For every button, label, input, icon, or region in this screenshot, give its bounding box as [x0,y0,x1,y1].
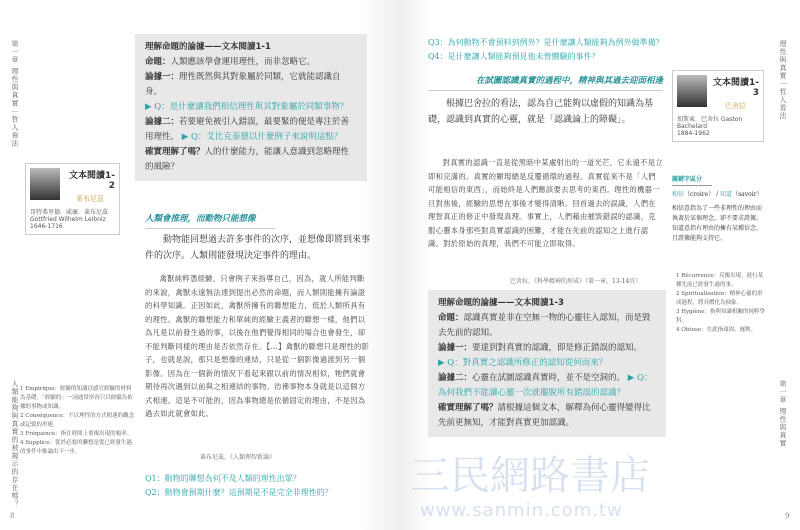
author-portrait [30,168,60,200]
argument-2: 心靈在試圖認識真實時，並不是空洞的。 [472,373,626,383]
card-title: 文本閱讀1-3 [713,78,759,98]
chapter-margin-label: 第一章 理性與真實｜哲人看法 [11,40,19,148]
intro-paragraph: 根據巴舍拉的看法，認為自己能夠以虛假的知識為基礎，認識到真實的心靈，就是「認識論上的障礙」。 [428,99,654,125]
argument-1: 要達到對真實的認識，即是修正錯誤的認知。 [472,343,643,353]
right-page [400,0,800,530]
label: 確實理解了嗎？ [438,403,498,413]
footnote: 2 Conséquence：不以理性的方式相連的觀念或記憶的串連。 [20,413,135,428]
argument-box [135,34,367,181]
label: 論據一： [438,343,473,353]
label: 確實理解了嗎？ [145,147,205,157]
question-1: ▶ Q：是什麼讓我們相信理性與其對象屬於同類事物？ [145,102,349,112]
footnote: 3 Hygiène：指與知識相關的純粹學科。 [676,309,765,324]
questions [145,472,385,500]
section-heading: 人類會推理，而動物只能想像 [145,212,275,229]
footnote: 4 Obtuse：在此指頑固、遲鈍。 [676,327,757,333]
footnotes [676,272,768,335]
watermark-url: www.sanmin.com.tw [420,500,623,521]
footnote: 3 Fréquence：指在時間上重複出現的頻率。 [20,431,133,437]
citation: 萊布尼茲，《人類理智新論》 [200,454,276,461]
author-portrait [677,75,707,107]
author-latin: Gaston Bachelard [677,116,743,130]
label: 論據二： [145,117,180,127]
question: Q4：是什麼讓人類能夠預見他未曾體驗的事件？ [428,52,600,61]
quoted-text: 對真實的認識一直是從黑暗中某處射出的一道光芒，它永遠不是立即和完滿的。真實的顯現總是反覆循環的過程。真實從來不是「人們可能相信的東西」，而始終是人們應該要去思考的東西。理性的機器一旦對焦後，經驗的思想在事後才變得清晰。回首過去的誤識，人們在理智真正的修正中發現真理。事實上，人們藉由摧毀錯誤的認識，克服心靈本身那些對真實認識的困難，才能在先前的認知之上進行認識。對於原始的真理，我們不可能立即取得。 [428,158,663,248]
footnote: 2 Spiritualisation：精神心靈的形成過程，將具體化為抽象。 [676,291,763,306]
footnote: 4 Supplice：從於必要的聯想是從已經發生過的事件中推論出下一步。 [20,440,132,455]
question: Q3：為何動物不會預料到例外？是什麼讓人類能夠為例外做準備？ [428,38,664,47]
author-name: 萊布尼茲 [76,195,104,203]
card-title: 文本閱讀1-2 [69,171,115,191]
footnotes [20,385,135,457]
keyword: 相信 [672,191,685,198]
thesis: 人類應該學會運用理性，而非忽略它。 [170,57,316,67]
keyword-text: 相信意指為了一些非理性的理由而執著於某個理念，卻不要求證據。知道意指有理由的擁有某種信念，且證據能夠支持它。 [672,205,763,242]
margin-question: 第一章 理性與真實 [779,380,787,448]
question: Q1：動物的聯想為何不及人類的理性出眾？ [145,474,301,483]
keyword-section: 關鍵字區分 相信（croire） / 知道（savoir） 相信意指為了一些非理性的理由而執著於某個理念，卻不要求證據。知道意指有理由的擁有某種信念，且證據能夠支持它。 [672,176,763,242]
thesis: 認識真實並非在空無一物的心靈往入認知，而是毀去先前的認知。 [438,313,651,338]
question: Q2：動物會預期什麼？這預期是不是完全非理性的？ [145,488,333,497]
footnote: 1 Empirique：經驗的知識以感官經驗的材料為基礎。「經驗的」一詞通常形容只以經驗為依據的事物或知識。 [20,386,133,410]
keyword-title: 關鍵字區分 [672,175,712,186]
label: 命題： [145,57,171,67]
author-years: 1884-1962 [677,130,710,137]
question-1: ▶ Q：對真實之認識所修正的認知從何而來？ [438,358,608,368]
box-title: 理解命題的論據——文本閱讀1-3 [438,298,564,308]
keyword-fr: （savoir） [732,191,763,198]
chapter-margin-label: 理性與真實｜哲人看法 [779,40,787,120]
label: 命題： [438,313,464,323]
intro-paragraph: 動物能回想過去許多事件的次序，並想像即將到來事件的次序。人類則能發現決定事件的理由。 [145,235,371,261]
watermark: 三民網路書店 [410,453,650,499]
author-years: 1646-1716 [30,223,63,230]
citation: 巴舍拉，《科學精神的形成》（第一章，13-14頁） [510,278,642,285]
author-latin: Gottfried Wilhelm Leibniz [30,216,106,223]
page-number: 9 [785,512,790,520]
questions [428,36,768,64]
author-name: 巴舍拉 [725,102,746,110]
quoted-text: 禽獸純粹憑經驗，只會例子來指導自己，因為，就人所能判斷的來說，禽獸永遠無法達到提出必然的命題，而人類則能擁有論證的科學知識。正因如此，禽獸所擁有的聯想能力，低於人類所具有的理性。禽獸的聯想能力和單純的經驗主義者的聯想一樣，他們以為凡是以前發生過的事，以後在他們覺得相同的場合也會發生，卻不能判斷同樣的理由是否依然存在。【…】禽獸的聯想只是理性的影子，也就是說，那只是想像的連結，只是從一個影像過渡到另一個影像。因為在一個新的情況下看起來跟以前的情況相似，牠們就會期待再次遇到以前與之相連結的事物。彷彿事物本身就是以這個方式相連。這是不可能的，因為事物總是依循固定的理由，不是因為過去如此就會如此。 [145,274,370,418]
section-heading: 在試圖認識真實的過程中，精神與其過去迎面相逢 [428,74,663,91]
footnote: 1 Récurrence：反覆出現，進行某種先前已經發生過的事。 [676,273,764,288]
box-title: 理解命題的論據——文本閱讀1-1 [145,42,271,52]
argument-2: 若要避免被引入錯誤，最要緊的便是專注於善用理性。 [145,117,350,142]
author-card [25,163,120,235]
author-card [672,70,764,142]
question-2: ▶ Q：艾比克泰德以什麼例子來說明這點？ [181,132,343,142]
author-desc: 哥特弗里德．威廉．萊布尼茲 [30,209,109,216]
keyword: 知道 [720,191,733,198]
question-2: ▶ Q：為何我們不能讓心靈一次就擺脫所有錯誤的認識？ [438,373,653,398]
argument-1: 理性既然與其對象屬於同類，它就能認識自身。 [145,72,341,97]
author-desc: 加斯東．巴舍拉 [677,116,720,123]
check-question: 請根據這個文本，解釋為何心靈得變得比先前更無知，才能對真實更加認識。 [438,403,651,428]
keyword-fr: （croire） [684,191,715,198]
page-number: 8 [10,512,15,520]
label: 論據二： [438,373,473,383]
argument-box [428,290,666,437]
check-question: 人的什麼能力，能讓人意識到忽略理性的風險？ [145,147,350,172]
margin-question: 人類能夠與真實的被揭示的存在嗎？ [11,380,19,508]
label: 論據一： [145,72,180,82]
